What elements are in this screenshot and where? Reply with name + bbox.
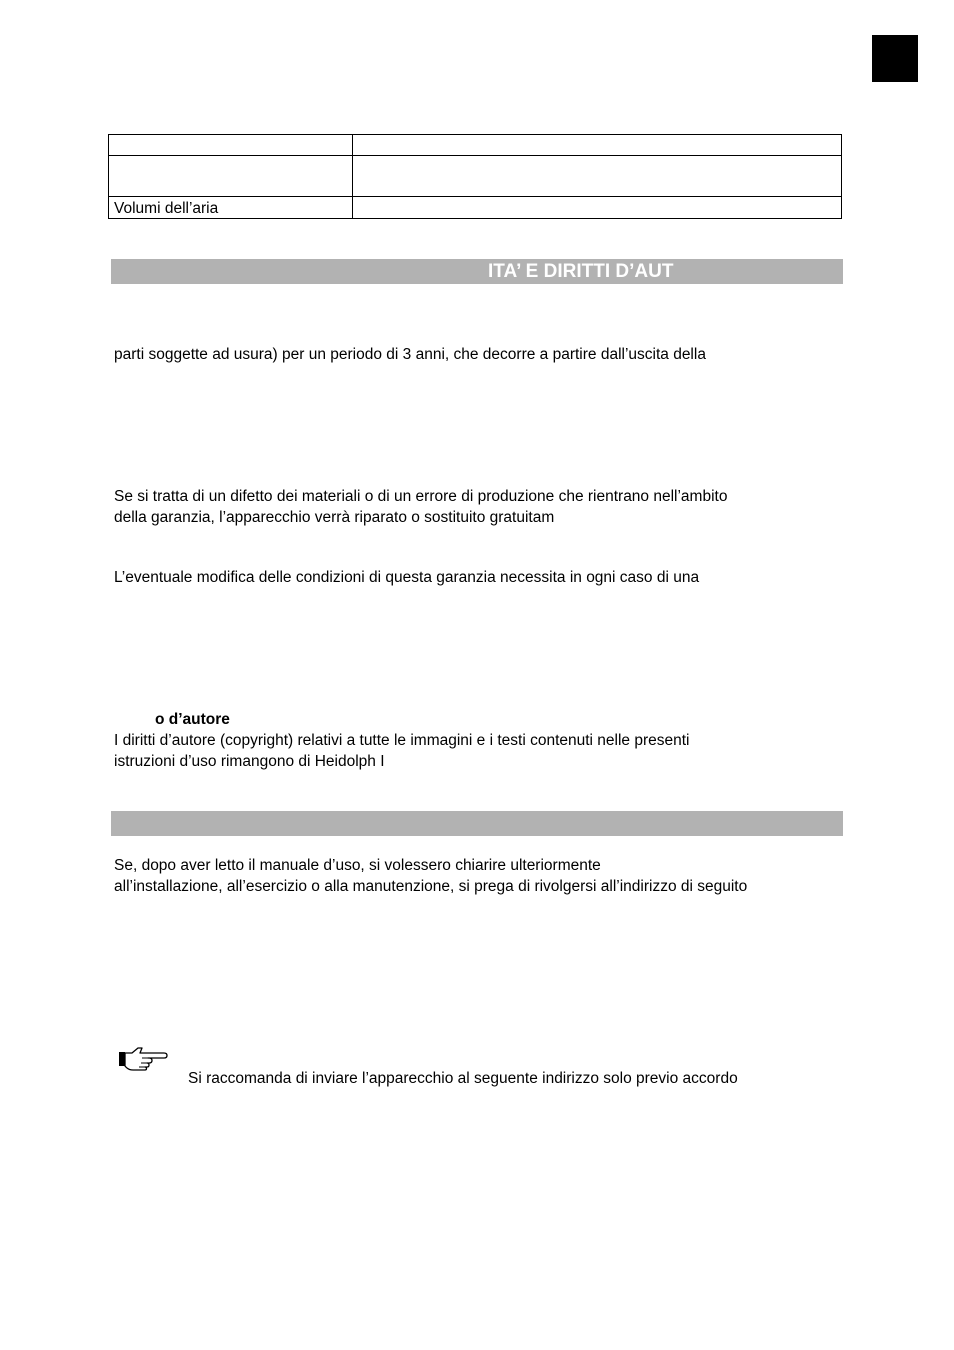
warranty-paragraph-line: parti soggette ad usura) per un periodo di 3 anni, che decorre a partire dall’uscita della — [114, 346, 706, 363]
table-row — [109, 135, 842, 156]
table-cell: Volumi dell’aria — [109, 197, 353, 219]
table-cell — [109, 156, 353, 197]
questions-section-header — [111, 811, 843, 836]
table-cell — [353, 197, 842, 219]
language-tab-marker — [872, 35, 918, 82]
table-cell — [353, 156, 842, 197]
questions-paragraph-line: Se, dopo aver letto il manuale d’uso, si volessero chiarire ulteriormente — [114, 857, 601, 874]
copyright-paragraph-line: I diritti d’autore (copyright) relativi a tutte le immagini e i testi contenuti nelle presenti — [114, 732, 690, 749]
table-row — [109, 156, 842, 197]
pointing-hand-icon — [118, 1045, 168, 1071]
questions-paragraph-line: all’installazione, all’esercizio o alla manutenzione, si prega di rivolgersi all’indirizzo di seguito — [114, 878, 748, 895]
table-cell — [109, 135, 353, 156]
copyright-heading: o d’autore — [155, 711, 230, 728]
note-text: Si raccomanda di inviare l’apparecchio al seguente indirizzo solo previo accordo — [188, 1070, 738, 1087]
warranty-paragraph-line: Se si tratta di un difetto dei materiali o di un errore di produzione che rientrano nell’ambito — [114, 488, 728, 505]
specs-table — [108, 134, 842, 219]
warranty-section-title: ITA’ E DIRITTI D’AUT — [488, 261, 674, 282]
warranty-section-header — [111, 259, 843, 284]
warranty-paragraph-line: della garanzia, l’apparecchio verrà riparato o sostituito gratuitam — [114, 509, 555, 526]
warranty-paragraph-line: L’eventuale modifica delle condizioni di questa garanzia necessita in ogni caso di una — [114, 569, 700, 586]
table-cell — [353, 135, 842, 156]
table-row — [109, 197, 842, 219]
copyright-paragraph-line: istruzioni d’uso rimangono di Heidolph I — [114, 753, 385, 770]
